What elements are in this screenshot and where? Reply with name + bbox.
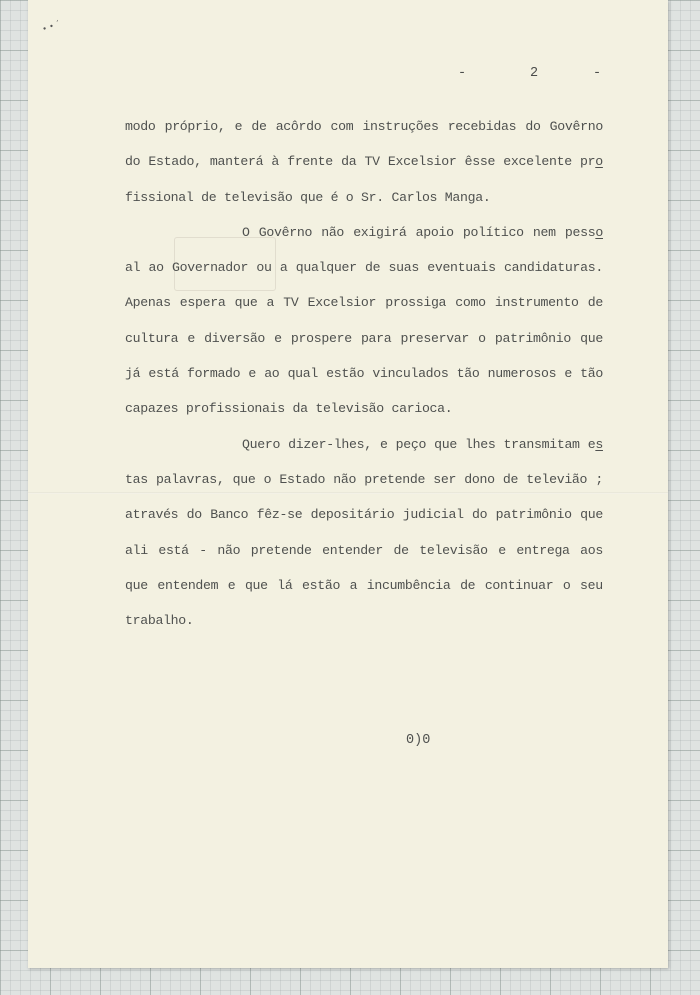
text-line: modo próprio, e de acôrdo com instruções recebidas do Govêrno — [125, 119, 603, 134]
text-line: que entendem e que lá estão a incumbência de continuar o seu — [125, 577, 603, 593]
text-line: através do Banco fêz-se depositário judicial do patrimônio que — [125, 507, 603, 523]
text-line: do Estado, manterá à frente da TV Excelsior êsse excelente pro — [125, 154, 603, 170]
text-line: cultura e diversão e prospere para preservar o patrimônio que — [125, 330, 603, 346]
typed-body — [125, 119, 603, 638]
header-dash-right: - — [593, 66, 602, 81]
text-line: já está formado e ao qual estão vinculados tão numerosos e tão — [125, 366, 603, 382]
header-dash-left: - — [458, 66, 467, 81]
ink-specks: • • ´ — [41, 19, 62, 34]
text-line: O Govêrno não exigirá apoio político nem pesso — [242, 224, 603, 240]
page-number: 2 — [530, 66, 539, 81]
text-line: Apenas espera que a TV Excelsior prossiga como instrumento de — [125, 295, 603, 311]
document-page — [28, 0, 668, 968]
text-line: Quero dizer-lhes, e peço que lhes transmitam es — [242, 436, 603, 452]
text-line: al ao Governador ou a qualquer de suas eventuais candidaturas. — [125, 260, 603, 276]
text-line: ali está - não pretende entender de televisão e entrega aos — [125, 542, 603, 558]
end-mark: 0)0 — [406, 733, 431, 748]
text-line: trabalho. — [125, 613, 194, 629]
text-line: fissional de televisão que é o Sr. Carlos Manga. — [125, 189, 491, 205]
text-line: tas palavras, que o Estado não pretende ser dono de televião ; — [125, 471, 603, 487]
text-line: capazes profissionais da televisão carioca. — [125, 401, 453, 417]
